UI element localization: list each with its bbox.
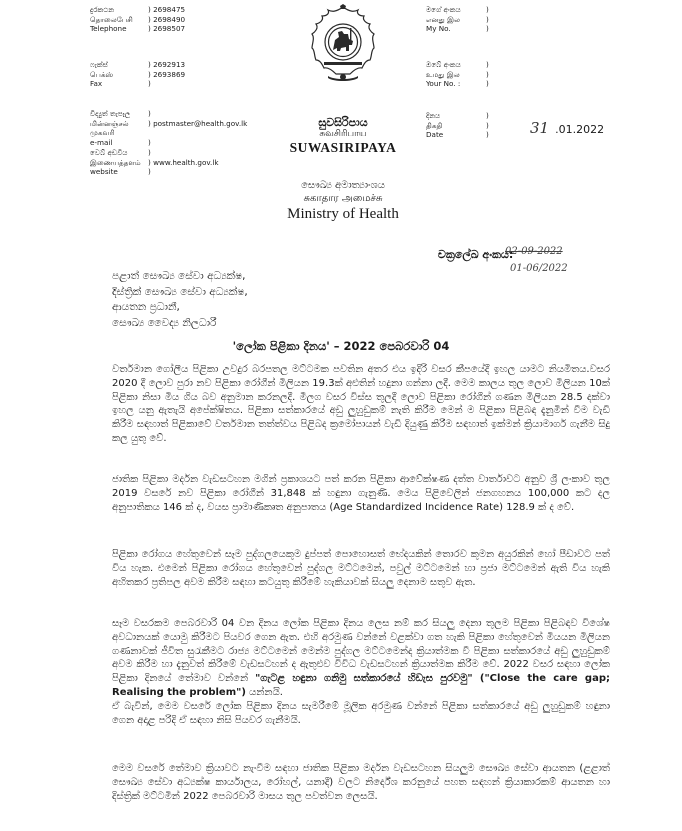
website-value: ) <box>148 167 151 177</box>
telephone-value: ) 2698507 <box>148 24 186 34</box>
body-paragraph <box>112 473 610 514</box>
website-value: ) <box>148 148 151 157</box>
my-number-row <box>426 5 489 15</box>
my-number-label: My No. <box>426 24 451 34</box>
fax-row <box>90 79 185 89</box>
emblem-name-english: SUWASIRIPAYA <box>289 140 397 155</box>
date-value: ) <box>486 130 489 140</box>
paragraph-text: වර්තමාන ගෝලීය පිළිකා උවදුර බරපතල මට්ටමක පවතින අතර එය ඉදිරි වසර කීපයේදී ඉහල යාමට නියමිතය.වසර 2020 දී ලොව පුරා නව පිළිකා රෝගීන් මිලියන 19.3ක් අළුතින් හදුනා ගන්නා ලදී. මෙම කාලය තුල ලොව මිලියන 10ක් පිළිකා නිසා මිය ගිය බව අනුමාන කරනලදී. මීලග වසර විස්ස තුලදී ලොව පිළිකා රෝගීන් ගණන මිලියන 28.5 දක්වා ඉහල යනු ඇතැයි අපේක්ෂිතය. පිළිකා සත්කාරයේ අඩු ලුහුඩුකම් නැති කිරීම මෙන් ම පිළිකා පිළිබඳ දැනුමින් වීම වැඩි කිරීම සඳහාත් පිළිකාවේ වර්තමාන තත්ත්වය පිළිබද ක්‍රමෝපායන් වැඩි දියුණු කිරීම සඳහාත් ඉක්මන් ක්‍රියාමාර්ග ගැනීම සිදු කල යුතු වේ. <box>112 364 610 444</box>
website-block <box>90 148 218 177</box>
theme-intro: සෑම වසරකම පෙබරවාරි 04 වන දිනය ලෝක පිළිකා දිනය ලෙස නම් කර සියලු දෙනා තුලම පිළිකා පිළිබඳව විශේෂ අවධානයක් යොමු කිරීමට පියවර ගෙන ඇත. එහි අරමුණ වන්නේ වළක්වා ගත හැකි පිළිකා හේතුවෙන් මියයන මිලියන ගණනාවක් ජීවිත සුරැකීමට රාජ්‍ය මට්ටමෙන් මෙන්ම පුද්ගල මට්ටමෙන්ද ක්‍රියාත්මක වී පිළිකා සත්කාරයේ අඩු ලුහුඩුකම් අවම කිරීම හා දැනුවත් කිරීමේ වැඩසටහන් ද ඇතුළුව විවිධ වැඩසටහන් ක්‍රියාත්මක කිරීම වේ. 2022 වසර සඳහා ලෝක පිළිකා දිනයේ තේමාව වන්නේ <box>112 618 610 685</box>
email-label: විද්‍යුත් තැපෑල <box>90 109 131 118</box>
your-number-value: ) <box>486 79 489 89</box>
email-value: ) postmaster@health.gov.lk <box>148 118 248 128</box>
ministry-name-english: Ministry of Health <box>287 206 399 222</box>
email-label: மின்னஞ்சல் முகவரி <box>90 118 129 138</box>
fax-label: Fax <box>90 79 103 89</box>
your-number-row <box>426 60 489 70</box>
fax-value: ) 2693869 <box>148 69 186 79</box>
my-number-label: මගේ අංකය <box>426 5 461 14</box>
fax-label: ෆැක්ස් <box>90 60 108 69</box>
circular-number-struck: 02-09-2022 <box>505 246 563 257</box>
recipient-line: පළාත් සෞඛ්‍ය සේවා අධ්‍යක්ෂ, <box>112 270 246 282</box>
national-emblem-icon <box>306 4 380 84</box>
emblem-name-tamil: சுவசிரிபாய <box>319 129 367 139</box>
emblem-caption <box>276 117 410 155</box>
fax-row <box>90 60 185 70</box>
my-number-row <box>426 24 489 34</box>
date-month-year: .01.2022 <box>555 123 605 136</box>
fax-value: ) <box>148 79 151 89</box>
fax-value: ) 2692913 <box>148 60 186 69</box>
ministry-name-tamil: சுகாதார அமைச்சு <box>303 193 383 204</box>
date-block <box>426 111 489 140</box>
website-label: වෙබ් අඩවිය <box>90 148 128 157</box>
website-value: ) www.health.gov.lk <box>148 157 219 167</box>
ministry-name-sinhala: සෞඛ්‍ය අමාත්‍යාංශය <box>301 180 385 191</box>
paragraph-text: ජාතික පිළිකා මර්දන වැඩසටහන මගින් ප්‍රකාශයට පත් කරන පිළිකා ආවේක්ෂණ දත්ත වාර්තාවට අනුව ශ්‍රී ලංකාව තුල 2019 වසරේ නව පිළිකා රෝගීන් 31,848 ක් හඳුනා ගැනුණි. මෙය පිළිවෙලින් ජනගහනය 100,000 කට දල අනුපාතිකය 146 ක් ද, වයස ප්‍රාමාණිකෘත අනුපාතය (Age Standardized Incidence Rate) 128.9 ක් ද වේ. <box>112 474 610 513</box>
paragraph-text: මෙම වසරේ තේමාව ක්‍රියාවට නැංවීම සඳහා ජාතික පිළිකා මර්දන වැඩසටහන සියලුම සෞඛ්‍ය සේවා ආයතන (ළළාත් සෞඛ්‍ය සේවා අධ්‍යක්ෂ කාර්යාලය, රෝහල්, යනාදී) වලට නිර්දේශ කරනුයේ පහත සඳහන් ක්‍රියාකාරකම් ආයතන හා දිස්ත්‍රික් මට්ටමින් 2022 පෙබරවාරි මාසය තුල පවත්වන ලෙසයි. <box>112 763 610 802</box>
body-paragraph <box>112 363 610 446</box>
ministry-heading <box>248 179 438 223</box>
email-label: e-mail <box>90 137 113 147</box>
your-number-label: ඔබේ අංකය <box>426 60 461 69</box>
website-row <box>90 158 218 168</box>
date-row <box>426 130 489 140</box>
fax-block <box>90 60 185 89</box>
telephone-row <box>90 15 185 25</box>
date-value: ) <box>486 120 489 130</box>
theme-text: "ගැටළ හඳුනා ගනිමු සත්කාරයේ හිඩැස පුරවමු" ("Close the care gap; Realising the problem") <box>112 673 610 698</box>
email-row <box>90 138 247 148</box>
circular-number-label: චක්‍රලේඛ අංකය: <box>438 248 514 261</box>
circular-number-handwritten: 01-06/2022 <box>510 263 568 274</box>
your-number-row <box>426 70 489 80</box>
my-number-label: எனது இல <box>426 14 461 24</box>
body-paragraph <box>112 762 610 803</box>
email-value: ) <box>148 137 151 147</box>
recipients-list <box>112 269 248 331</box>
date-label: Date <box>426 130 444 140</box>
recipient-line: ආයතන ප්‍රධානී, <box>112 301 180 314</box>
my-number-row <box>426 15 489 25</box>
telephone-label: දුරකථන <box>90 5 115 14</box>
emblem-name-sinhala: සුවසිරිපාය <box>318 116 368 129</box>
website-label: website <box>90 167 118 177</box>
your-number-value: ) <box>486 69 489 79</box>
telephone-value: ) 2698475 <box>148 5 186 14</box>
fax-label: பெக்ஸ் <box>90 69 114 79</box>
email-block <box>90 109 247 147</box>
paragraph-text: ඒ බැවින්, මෙම වසරේ ලෝක පිළිකා දිනය සැමරීමේ මූලික අරමුණ වන්නේ පිළිකා සත්කාරයේ අඩු ලුහුඩුකම් හඳුනා ගෙන අදාළ පරිදි ඒ සඳහා නිසි පියවර ගැනීමයි. <box>112 700 610 726</box>
telephone-label: Telephone <box>90 24 127 34</box>
website-row <box>90 167 218 177</box>
paragraph-text: පිළිකා රෝගය හේතුවෙන් සෑම පුද්ගලයෙකුම දුප්පත් පොහොසත් භේදයකින් තොරව කුමන අයුරකින් හෝ පීඩාවට පත් විය හැක. එමෙන් පිළිකා රෝගය හේතුවෙන් පුද්ගල මට්ටමෙන්, පවුල් මට්ටමෙන් හා ප්‍රජා මට්ටමෙන් ඇති විය හැකි අහිතකර ප්‍රතිපල අවම කිරීම සඳහා කටයුතු කිරීමේ හැකියාවක් සියලු දෙනාම සතුව ඇත. <box>112 549 610 588</box>
body-paragraph <box>112 617 610 727</box>
date-row <box>426 111 489 121</box>
date-day-handwritten: 31 <box>530 119 550 137</box>
your-number-value: ) <box>486 60 489 69</box>
fax-row <box>90 70 185 80</box>
website-row <box>90 148 218 158</box>
date-value <box>530 119 604 137</box>
telephone-label: தொலைபேசி <box>90 14 133 24</box>
my-number-value: ) <box>486 5 489 14</box>
theme-outro: යන්නයි. <box>245 686 283 698</box>
your-number-label: உமது இல <box>426 69 460 79</box>
your-number-row <box>426 79 489 89</box>
my-number-value: ) <box>486 14 489 24</box>
website-label: இணையத்தளம் <box>90 157 141 167</box>
telephone-row <box>90 5 185 15</box>
email-row <box>90 109 247 119</box>
your-number-label: Your No. : <box>426 79 461 89</box>
body-paragraph <box>112 548 610 589</box>
date-label: දිනය <box>426 111 441 120</box>
telephone-row <box>90 24 185 34</box>
date-label: திகதி <box>426 120 443 130</box>
telephone-value: ) 2698490 <box>148 14 186 24</box>
date-value: ) <box>486 111 489 120</box>
email-row <box>90 119 247 138</box>
recipient-line: සෞඛ්‍ය වෛද්‍ය නිලධාරී <box>112 316 217 329</box>
date-row <box>426 121 489 131</box>
your-number-block <box>426 60 489 89</box>
my-number-value: ) <box>486 24 489 34</box>
letter-title: 'ලෝක පිළිකා දිනය' – 2022 පෙබරවාරි 04 <box>232 339 450 353</box>
email-value: ) <box>148 109 151 118</box>
telephone-block <box>90 5 185 34</box>
paragraph-text <box>112 617 610 700</box>
recipient-line: දිස්ත්‍රික් සෞඛ්‍ය සේවා අධ්‍යක්ෂ, <box>112 285 248 298</box>
my-number-block <box>426 5 489 34</box>
